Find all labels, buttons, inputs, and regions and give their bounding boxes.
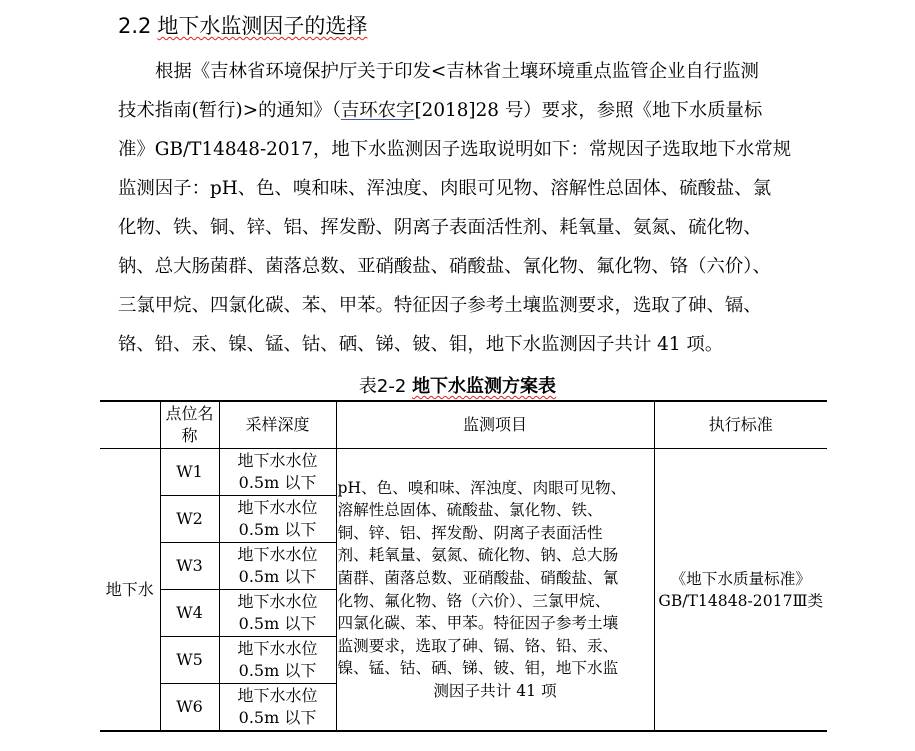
point-cell: W4 <box>160 590 219 637</box>
paragraph-line: 监测因子：pH、色、嗅和味、浑浊度、肉眼可见物、溶解性总固体、硫酸盐、氯 <box>118 178 772 199</box>
table-row <box>100 449 827 496</box>
table-caption <box>0 372 915 398</box>
header-items: 监测项目 <box>336 401 654 449</box>
paragraph-line: 准》GB/T14848-2017，地下水监测因子选取说明如下：常规因子选取地下水常规 <box>118 139 792 160</box>
monitoring-plan-table <box>100 400 827 732</box>
paragraph-line: 三氯甲烷、四氯化碳、苯、甲苯。特征因子参考土壤监测要求，选取了砷、镉、 <box>118 295 762 316</box>
caption-title: 地下水监测方案表 <box>412 376 557 397</box>
depth-cell: 地下水水位 0.5m 以下 <box>219 496 336 543</box>
monitoring-items-cell: pH、色、嗅和味、浑浊度、肉眼可见物、 溶解性总固体、硫酸盐、氯化物、铁、 铜、锌、铝、挥发酚、阴离子表面活性 剂、耗氧量、氨氮、硫化物、钠、总大肠 菌群、菌落总数、亚硝酸盐、硝酸盐、氰 化物、氟化物、铬（六价）、三氯甲烷、 四氯化碳、苯、甲苯。特征因子参考土壤 监测要求，选取了砷、镉、铬、铅、汞、 镍、锰、钴、硒、锑、铍、钼，地下水监 测因子共计 41 项 <box>336 449 654 732</box>
depth-cell: 地下水水位 0.5m 以下 <box>219 590 336 637</box>
standard-cell: 《地下水质量标准》 GB/T14848-2017Ⅲ类 <box>654 449 827 732</box>
point-cell: W1 <box>160 449 219 496</box>
section-heading <box>118 10 367 40</box>
point-cell: W6 <box>160 684 219 732</box>
point-cell: W3 <box>160 543 219 590</box>
category-cell: 地下水 <box>100 449 160 732</box>
header-depth: 采样深度 <box>219 401 336 449</box>
body-paragraph <box>118 52 810 364</box>
paragraph-line: 化物、铁、铜、锌、铝、挥发酚、阴离子表面活性剂、耗氧量、氨氮、硫化物、 <box>118 217 762 238</box>
paragraph-line: 根据《吉林省环境保护厅关于印发<吉林省土壤环境重点监管企业自行监测 <box>155 61 759 82</box>
caption-prefix: 表 <box>358 376 377 397</box>
point-cell: W5 <box>160 637 219 684</box>
depth-cell: 地下水水位 0.5m 以下 <box>219 637 336 684</box>
caption-number: 2-2 <box>376 376 407 397</box>
doc-reference: 吉环农字 <box>340 100 415 121</box>
depth-cell: 地下水水位 0.5m 以下 <box>219 449 336 496</box>
paragraph-line: 技术指南(暂行)>的通知》（吉环农字[2018]28 号）要求，参照《地下水质量标 <box>118 100 763 121</box>
paragraph-line: 钠、总大肠菌群、菌落总数、亚硝酸盐、硝酸盐、氰化物、氟化物、铬（六价）、 <box>118 256 771 277</box>
header-blank <box>100 401 160 449</box>
section-number: 2.2 <box>118 14 152 38</box>
section-title: 地下水监测因子的选择 <box>157 14 368 38</box>
depth-cell: 地下水水位 0.5m 以下 <box>219 543 336 590</box>
point-cell: W2 <box>160 496 219 543</box>
header-point: 点位名 称 <box>160 401 219 449</box>
depth-cell: 地下水水位 0.5m 以下 <box>219 684 336 732</box>
header-standard: 执行标准 <box>654 401 827 449</box>
table-header-row <box>100 401 827 449</box>
paragraph-line: 铬、铅、汞、镍、锰、钴、硒、锑、铍、钼，地下水监测因子共计 41 项。 <box>118 334 724 355</box>
